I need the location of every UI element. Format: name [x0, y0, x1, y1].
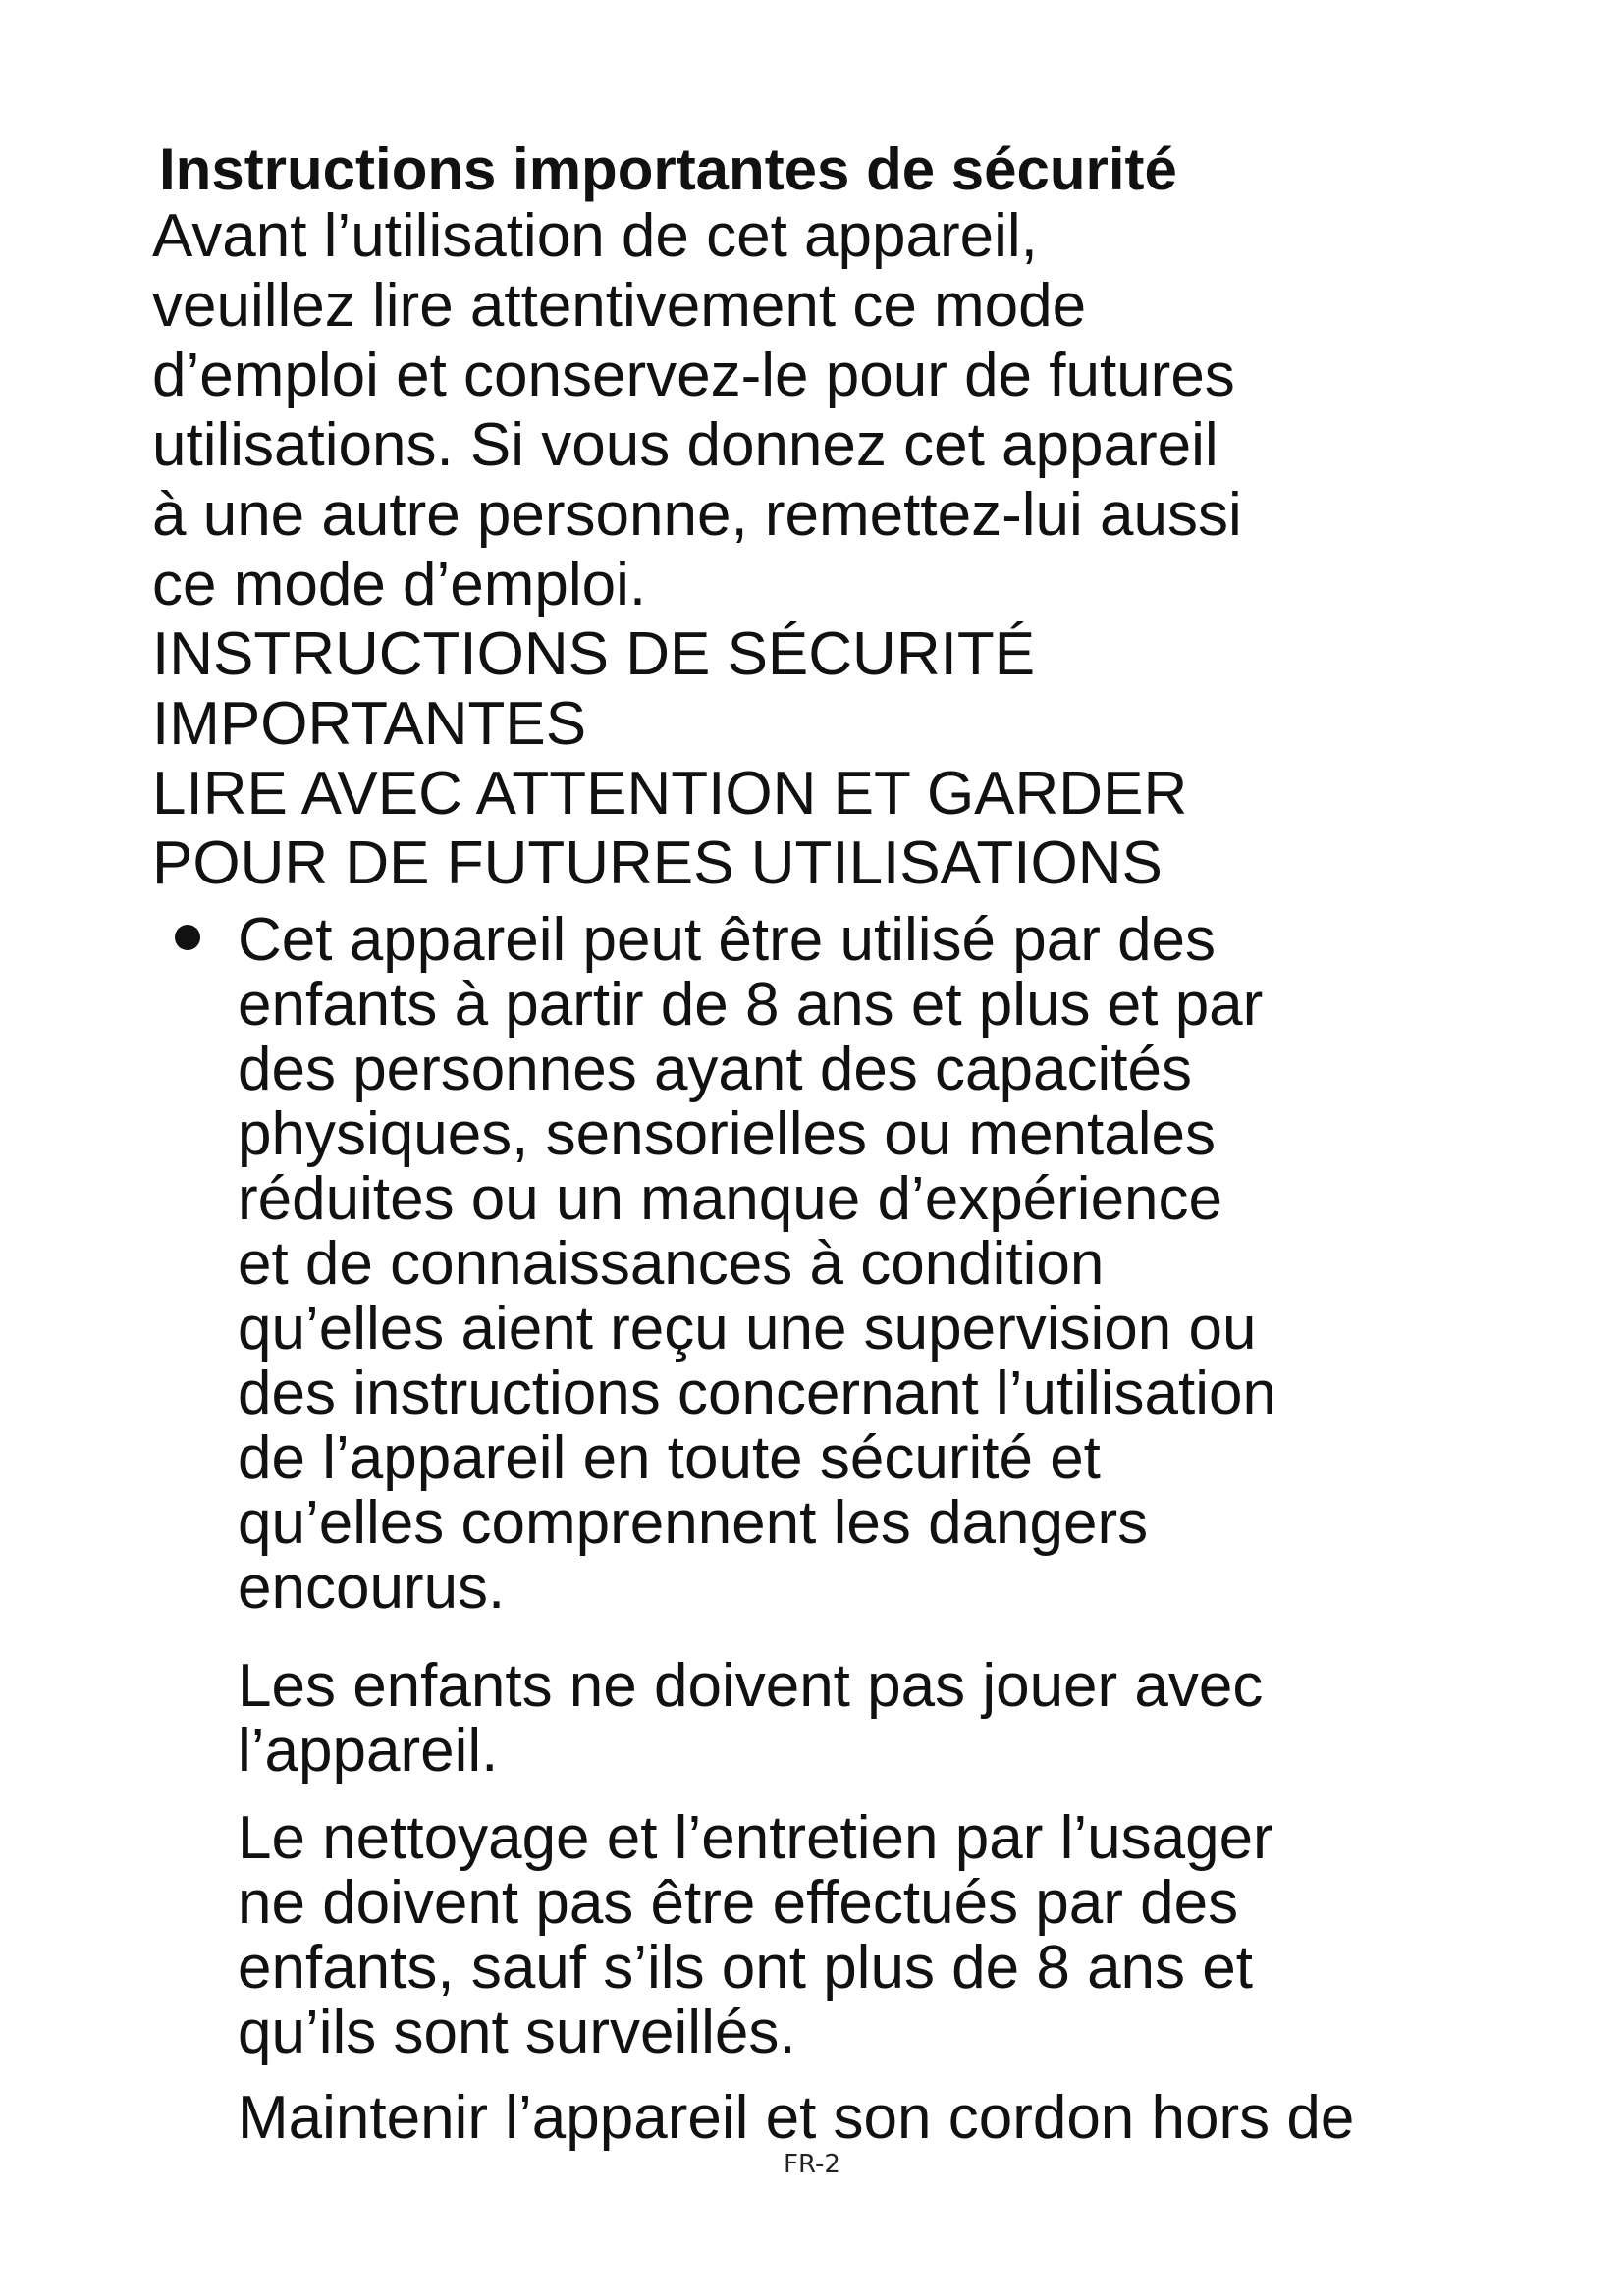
paragraph-line: qu’elles aient reçu une supervision ou: [238, 1295, 1257, 1362]
paragraph-line: enfants, sauf s’ils ont plus de 8 ans et: [238, 1934, 1253, 2002]
intro-line: veuillez lire attentivement ce mode: [152, 272, 1087, 340]
bullet-paragraph: [238, 908, 1276, 1621]
intro-line: d’emploi et conservez-le pour de futures: [152, 342, 1235, 409]
cleaning-paragraph: [238, 1806, 1273, 2065]
intro-line: Avant l’utilisation de cet appareil,: [152, 202, 1038, 270]
paragraph-line: Maintenir l’appareil et son cordon hors de: [238, 2084, 1355, 2152]
read-carefully-line: LIRE AVEC ATTENTION ET GARDER: [152, 760, 1188, 828]
paragraph-line: Les enfants ne doivent pas jouer avec: [238, 1652, 1264, 1720]
safety-heading-line: IMPORTANTES: [152, 690, 587, 758]
paragraph-line: qu’ils sont surveillés.: [238, 1999, 796, 2066]
paragraph-line: l’appareil.: [238, 1717, 499, 1785]
read-carefully-line: POUR DE FUTURES UTILISATIONS: [152, 829, 1163, 897]
intro-paragraph: [152, 201, 1242, 619]
paragraph-line: physiques, sensorielles ou mentales: [238, 1100, 1216, 1168]
paragraph-line: encourus.: [238, 1554, 506, 1622]
read-carefully-heading: [152, 759, 1187, 898]
paragraph-line: réduites ou un manque d’expérience: [238, 1165, 1223, 1233]
paragraph-line: des personnes ayant des capacités: [238, 1036, 1192, 1103]
bullet-dot-icon: [175, 925, 200, 950]
paragraph-line: et de connaissances à condition: [238, 1230, 1105, 1298]
intro-line: utilisations. Si vous donnez cet appareil: [152, 411, 1218, 479]
cord-paragraph: [238, 2086, 1354, 2151]
children-play-paragraph: [238, 1654, 1263, 1784]
intro-line: ce mode d’emploi.: [152, 551, 647, 618]
safety-heading-line: INSTRUCTIONS DE SÉCURITÉ: [152, 620, 1036, 688]
safety-heading-caps: [152, 619, 1035, 759]
paragraph-line: ne doivent pas être effectués par des: [238, 1869, 1239, 1937]
paragraph-line: enfants à partir de 8 ans et plus et par: [238, 971, 1264, 1039]
paragraph-line: des instructions concernant l’utilisation: [238, 1360, 1276, 1427]
paragraph-line: Cet appareil peut être utilisé par des: [238, 906, 1217, 974]
paragraph-line: Le nettoyage et l’entretien par l’usager: [238, 1804, 1273, 1872]
paragraph-line: qu’elles comprennent les dangers: [238, 1489, 1149, 1557]
paragraph-line: de l’appareil en toute sécurité et: [238, 1424, 1101, 1492]
page-title: Instructions importantes de sécurité: [159, 136, 1177, 202]
intro-line: à une autre personne, remettez-lui aussi: [152, 481, 1242, 549]
page-number: FR-2: [784, 2150, 840, 2179]
